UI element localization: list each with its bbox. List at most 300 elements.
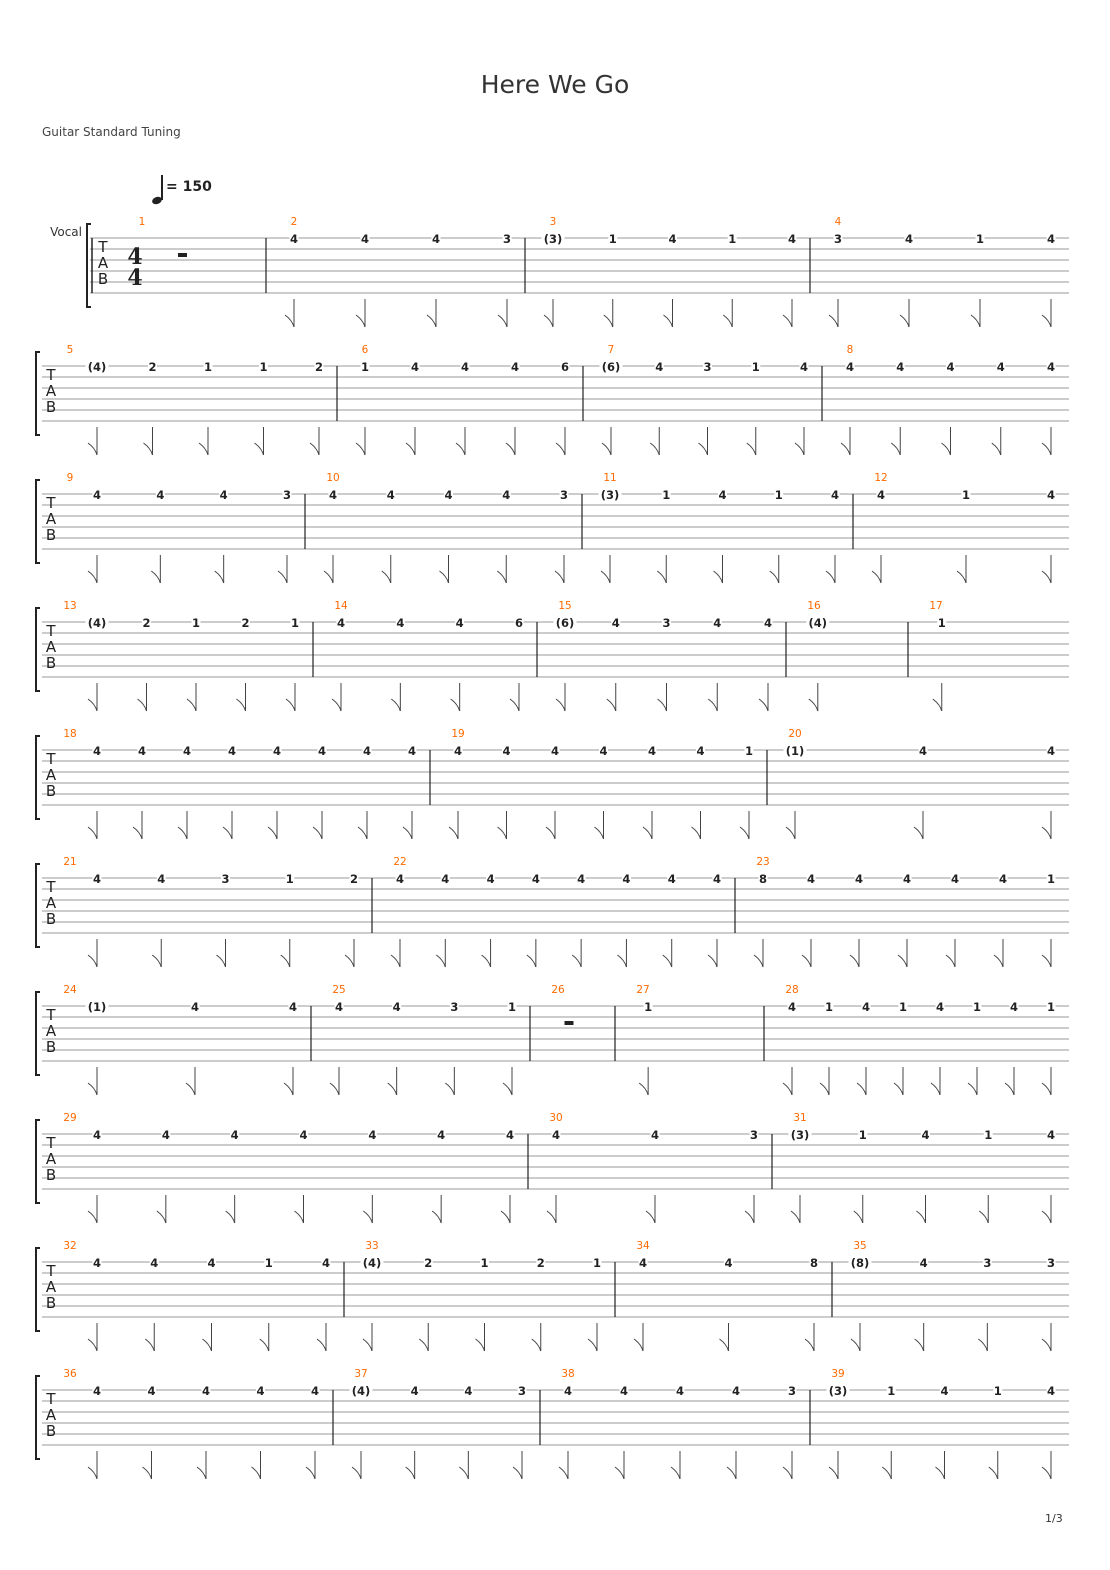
note-flag xyxy=(88,699,97,711)
measure-number: 39 xyxy=(831,1368,845,1380)
note-flag xyxy=(994,955,1003,967)
fret-number: 3 xyxy=(282,488,292,502)
fret-number: 4 xyxy=(763,616,773,630)
note-flag xyxy=(936,1467,945,1479)
note-flag xyxy=(187,699,196,711)
note-flag xyxy=(992,443,1001,455)
note-flag xyxy=(544,315,553,327)
note-flag xyxy=(527,955,536,967)
note-flag xyxy=(406,443,415,455)
tab-clef-letter: T xyxy=(46,750,56,768)
fret-number: 4 xyxy=(1046,1384,1056,1398)
fret-number: 4 xyxy=(998,872,1008,886)
tab-clef-letter: B xyxy=(97,270,109,288)
fret-number: 4 xyxy=(431,232,441,246)
tab-system xyxy=(36,472,1069,583)
fret-number: 4 xyxy=(655,360,664,374)
fret-number: 4 xyxy=(619,1384,629,1398)
fret-number: 1 xyxy=(774,488,783,502)
system-bracket xyxy=(36,864,40,947)
tab-system xyxy=(50,216,1069,327)
note-flag xyxy=(1042,955,1051,967)
note-flag xyxy=(546,827,555,839)
note-flag xyxy=(157,1211,166,1223)
fret-number: (4) xyxy=(351,1384,371,1398)
note-flag xyxy=(476,1339,485,1351)
note-flag xyxy=(451,699,460,711)
fret-number: 4 xyxy=(940,1384,949,1398)
fret-number: 4 xyxy=(190,1000,200,1014)
fret-number: 1 xyxy=(858,1128,867,1142)
note-flag xyxy=(445,1083,454,1095)
note-flag xyxy=(501,1211,510,1223)
fret-number: 4 xyxy=(713,616,722,630)
note-flag xyxy=(88,1083,97,1095)
note-flag xyxy=(978,1339,987,1351)
fret-number: 3 xyxy=(559,488,569,502)
fret-number: 3 xyxy=(450,1000,459,1014)
fret-number: 2 xyxy=(536,1256,545,1270)
fret-number: 4 xyxy=(334,1000,344,1014)
note-flag xyxy=(1042,443,1051,455)
note-flag xyxy=(602,443,611,455)
measure-number: 3 xyxy=(549,216,557,228)
note-flag xyxy=(664,315,673,327)
fret-number: 3 xyxy=(1046,1256,1056,1270)
fret-number: 3 xyxy=(833,232,843,246)
note-flag xyxy=(555,571,564,583)
fret-number: 4 xyxy=(137,744,147,758)
tab-clef-letter: T xyxy=(46,1262,56,1280)
fret-number: 1 xyxy=(507,1000,517,1014)
note-flag xyxy=(851,1339,860,1351)
fret-number: 4 xyxy=(410,360,420,374)
fret-number: 4 xyxy=(92,1384,102,1398)
measure-number: 9 xyxy=(66,472,74,484)
tab-clef-letter: A xyxy=(45,894,57,912)
note-flag xyxy=(786,827,795,839)
note-flag xyxy=(449,827,458,839)
note-flag xyxy=(820,1083,829,1095)
note-flag xyxy=(615,1467,624,1479)
measure-number: 26 xyxy=(551,984,565,996)
note-flag xyxy=(391,955,400,967)
note-flag xyxy=(332,699,341,711)
note-flag xyxy=(898,955,907,967)
fret-number: 1 xyxy=(961,488,971,502)
fret-number: (3) xyxy=(543,232,563,246)
note-flag xyxy=(237,699,246,711)
measure-number: 1 xyxy=(138,216,146,228)
measure-number: 5 xyxy=(66,344,74,356)
note-flag xyxy=(692,827,701,839)
fret-number: 1 xyxy=(264,1256,273,1270)
note-flag xyxy=(556,443,565,455)
fret-number: 4 xyxy=(386,488,395,502)
fret-number: 6 xyxy=(514,616,524,630)
note-flag xyxy=(145,1339,154,1351)
fret-number: 2 xyxy=(241,616,250,630)
tab-clef-letter: T xyxy=(46,622,56,640)
note-flag xyxy=(358,827,367,839)
system-bracket xyxy=(36,1248,40,1331)
note-flag xyxy=(138,699,147,711)
fret-number: 4 xyxy=(1009,1000,1019,1014)
score-title: Here We Go xyxy=(480,70,630,99)
note-flag xyxy=(754,955,763,967)
fret-number: 1 xyxy=(824,1000,834,1014)
fret-number: 4 xyxy=(92,1128,102,1142)
fret-number: 4 xyxy=(650,1128,660,1142)
fret-number: 4 xyxy=(1046,488,1056,502)
fret-number: 4 xyxy=(861,1000,871,1014)
fret-number: 4 xyxy=(150,1256,159,1270)
note-flag xyxy=(510,699,519,711)
note-flag xyxy=(432,1211,441,1223)
fret-number: 4 xyxy=(718,488,727,502)
measure-number: 36 xyxy=(63,1368,77,1380)
tab-clef-letter: B xyxy=(45,398,57,416)
note-flag xyxy=(971,315,980,327)
fret-number: 4 xyxy=(336,616,346,630)
note-flag xyxy=(829,1467,838,1479)
measure-number: 30 xyxy=(549,1112,563,1124)
tab-clef-letter: A xyxy=(97,254,109,272)
note-flag xyxy=(914,827,923,839)
note-flag xyxy=(199,443,208,455)
note-flag xyxy=(783,1083,792,1095)
note-flag xyxy=(506,443,515,455)
fret-number: 1 xyxy=(972,1000,982,1014)
note-flag xyxy=(841,443,850,455)
tab-clef-letter: A xyxy=(45,1278,57,1296)
note-flag xyxy=(352,1467,361,1479)
fret-number: 2 xyxy=(314,360,324,374)
fret-number: 1 xyxy=(259,360,268,374)
note-flag xyxy=(759,699,768,711)
measure-number: 13 xyxy=(63,600,77,612)
measure-number: 10 xyxy=(326,472,340,484)
note-flag xyxy=(915,1339,924,1351)
note-flag xyxy=(497,571,506,583)
note-flag xyxy=(826,571,835,583)
fret-number: 4 xyxy=(317,744,327,758)
note-flag xyxy=(933,699,942,711)
note-flag xyxy=(727,1467,736,1479)
measure-number: 14 xyxy=(334,600,348,612)
note-flag xyxy=(968,1083,977,1095)
note-flag xyxy=(601,571,610,583)
tab-clef-letter: B xyxy=(45,1166,57,1184)
fret-number: 4 xyxy=(830,488,840,502)
tab-clef-letter: T xyxy=(46,366,56,384)
note-flag xyxy=(658,699,667,711)
fret-number: 4 xyxy=(182,744,192,758)
note-flag xyxy=(284,1083,293,1095)
note-flag xyxy=(708,955,717,967)
fret-number: 1 xyxy=(285,872,294,886)
note-flag xyxy=(872,571,881,583)
fret-number: 1 xyxy=(592,1256,602,1270)
note-flag xyxy=(223,827,232,839)
note-flag xyxy=(286,699,295,711)
note-flag xyxy=(151,571,160,583)
fret-number: 4 xyxy=(410,1384,419,1398)
note-flag xyxy=(356,315,365,327)
note-flag xyxy=(306,1467,315,1479)
fret-number: 4 xyxy=(638,1256,648,1270)
note-flag xyxy=(979,1211,988,1223)
fret-number: 1 xyxy=(993,1384,1002,1398)
note-flag xyxy=(699,443,708,455)
note-flag xyxy=(791,1211,800,1223)
note-flag xyxy=(88,571,97,583)
fret-number: 4 xyxy=(256,1384,265,1398)
note-flag xyxy=(88,827,97,839)
note-flag xyxy=(643,827,652,839)
note-flag xyxy=(1042,1211,1051,1223)
measure-number: 6 xyxy=(361,344,369,356)
note-flag xyxy=(317,1339,326,1351)
note-flag xyxy=(197,1467,206,1479)
fret-number: 4 xyxy=(787,232,797,246)
note-flag xyxy=(1042,1467,1051,1479)
fret-number: 4 xyxy=(156,488,165,502)
fret-number: 4 xyxy=(876,488,886,502)
note-flag xyxy=(556,699,565,711)
fret-number: 4 xyxy=(230,1128,239,1142)
fret-number: 3 xyxy=(502,232,512,246)
fret-number: 1 xyxy=(744,744,754,758)
note-flag xyxy=(802,955,811,967)
fret-number: 1 xyxy=(751,360,760,374)
measure-number: 4 xyxy=(834,216,842,228)
system-bracket xyxy=(36,1376,40,1459)
note-flag xyxy=(330,1083,339,1095)
fret-number: 1 xyxy=(191,616,201,630)
fret-number: 4 xyxy=(310,1384,320,1398)
fret-number: (4) xyxy=(362,1256,382,1270)
note-flag xyxy=(88,955,97,967)
note-flag xyxy=(436,955,445,967)
fret-number: 4 xyxy=(157,872,166,886)
fret-number: 4 xyxy=(328,488,338,502)
note-flag xyxy=(152,955,161,967)
fret-number: 4 xyxy=(441,872,450,886)
fret-number: (3) xyxy=(600,488,620,502)
fret-number: 1 xyxy=(975,232,985,246)
fret-number: 4 xyxy=(799,360,809,374)
fret-number: 4 xyxy=(1046,232,1056,246)
fret-number: 1 xyxy=(360,360,370,374)
fret-number: 4 xyxy=(787,1000,797,1014)
fret-number: 4 xyxy=(396,616,405,630)
note-flag xyxy=(498,827,507,839)
fret-number: 4 xyxy=(904,232,914,246)
note-flag xyxy=(671,1467,680,1479)
fret-number: 4 xyxy=(92,872,102,886)
note-flag xyxy=(900,315,909,327)
fret-number: 4 xyxy=(92,488,102,502)
tab-clef-letter: A xyxy=(45,1406,57,1424)
tuning-label: Guitar Standard Tuning xyxy=(42,125,181,139)
note-flag xyxy=(503,1083,512,1095)
system-bracket xyxy=(36,1120,40,1203)
note-flag xyxy=(663,955,672,967)
tab-system xyxy=(36,344,1069,455)
fret-number: 4 xyxy=(502,744,511,758)
fret-number: 3 xyxy=(662,616,671,630)
note-flag xyxy=(809,699,818,711)
note-flag xyxy=(313,827,322,839)
note-flag xyxy=(607,699,616,711)
system-bracket xyxy=(36,352,40,435)
fret-number: 4 xyxy=(464,1384,473,1398)
fret-number: 8 xyxy=(809,1256,819,1270)
tab-system xyxy=(36,728,1069,839)
note-flag xyxy=(1042,571,1051,583)
measure-number: 18 xyxy=(63,728,77,740)
measure-number: 37 xyxy=(354,1368,368,1380)
fret-number: 4 xyxy=(201,1384,211,1398)
note-flag xyxy=(88,443,97,455)
fret-number: 4 xyxy=(455,616,464,630)
fret-number: 1 xyxy=(898,1000,908,1014)
tab-clef-letter: B xyxy=(45,1294,57,1312)
fret-number: 4 xyxy=(696,744,705,758)
fret-number: 4 xyxy=(622,872,631,886)
measure-number: 15 xyxy=(558,600,572,612)
fret-number: 4 xyxy=(563,1384,573,1398)
note-flag xyxy=(1042,1083,1051,1095)
note-flag xyxy=(740,827,749,839)
tab-clef-letter: A xyxy=(45,638,57,656)
tab-clef-letter: T xyxy=(46,1134,56,1152)
note-flag xyxy=(363,1339,372,1351)
fret-number: 4 xyxy=(272,744,282,758)
fret-number: 1 xyxy=(644,1000,653,1014)
measure-number: 29 xyxy=(63,1112,77,1124)
fret-number: 2 xyxy=(349,872,359,886)
note-flag xyxy=(588,1339,597,1351)
fret-number: 4 xyxy=(453,744,463,758)
rest-icon xyxy=(178,253,187,257)
fret-number: 4 xyxy=(996,360,1005,374)
note-flag xyxy=(143,1467,152,1479)
note-flag xyxy=(144,443,153,455)
fret-number: 4 xyxy=(935,1000,945,1014)
fret-number: 4 xyxy=(531,872,540,886)
measure-number: 17 xyxy=(929,600,943,612)
note-flag xyxy=(226,1211,235,1223)
fret-number: 4 xyxy=(577,872,586,886)
measure-number: 38 xyxy=(561,1368,575,1380)
time-signature-bottom: 4 xyxy=(127,265,143,291)
measure-number: 28 xyxy=(785,984,799,996)
note-flag xyxy=(498,315,507,327)
tab-clef-letter: A xyxy=(45,1150,57,1168)
fret-number: 4 xyxy=(1046,744,1056,758)
measure-number: 23 xyxy=(756,856,770,868)
note-flag xyxy=(215,571,224,583)
fret-number: 4 xyxy=(675,1384,685,1398)
system-bracket xyxy=(36,992,40,1075)
note-flag xyxy=(795,443,804,455)
note-flag xyxy=(285,315,294,327)
tab-clef-letter: B xyxy=(45,1422,57,1440)
measure-number: 2 xyxy=(290,216,298,228)
note-flag xyxy=(1042,1339,1051,1351)
fret-number: 4 xyxy=(362,744,372,758)
note-flag xyxy=(957,571,966,583)
fret-number: 4 xyxy=(854,872,864,886)
note-flag xyxy=(456,443,465,455)
tempo-value: = 150 xyxy=(166,179,212,195)
fret-number: 4 xyxy=(437,1128,446,1142)
fret-number: 4 xyxy=(667,872,676,886)
note-flag xyxy=(894,1083,903,1095)
note-flag xyxy=(850,955,859,967)
tab-clef-letter: A xyxy=(45,766,57,784)
fret-number: 4 xyxy=(724,1256,733,1270)
note-flag xyxy=(88,1211,97,1223)
fret-number: 4 xyxy=(551,1128,561,1142)
note-flag xyxy=(617,955,626,967)
note-flag xyxy=(1042,827,1051,839)
note-flag xyxy=(310,443,319,455)
fret-number: 2 xyxy=(424,1256,433,1270)
tab-clef-letter: A xyxy=(45,382,57,400)
note-flag xyxy=(634,1339,643,1351)
note-flag xyxy=(324,571,333,583)
fret-number: 4 xyxy=(460,360,470,374)
note-flag xyxy=(203,1339,212,1351)
note-flag xyxy=(406,1467,415,1479)
fret-number: 4 xyxy=(731,1384,741,1398)
fret-number: 4 xyxy=(921,1128,930,1142)
note-flag xyxy=(770,571,779,583)
fret-number: 3 xyxy=(517,1384,527,1398)
note-flag xyxy=(178,827,187,839)
fret-number: (4) xyxy=(87,360,107,374)
tab-clef-letter: T xyxy=(46,1390,56,1408)
fret-number: 1 xyxy=(1046,872,1056,886)
fret-number: 4 xyxy=(918,744,928,758)
note-flag xyxy=(295,1211,304,1223)
note-flag xyxy=(513,1467,522,1479)
note-flag xyxy=(382,571,391,583)
tab-clef-letter: A xyxy=(45,510,57,528)
measure-number: 7 xyxy=(607,344,615,356)
fret-number: 4 xyxy=(950,872,960,886)
fret-number: 1 xyxy=(887,1384,896,1398)
fret-number: 4 xyxy=(161,1128,170,1142)
fret-number: 4 xyxy=(392,1000,401,1014)
tab-system xyxy=(36,1368,1069,1479)
note-flag xyxy=(345,955,354,967)
fret-number: 4 xyxy=(321,1256,331,1270)
note-flag xyxy=(572,955,581,967)
tab-system xyxy=(36,856,1069,967)
system-bracket xyxy=(87,224,91,307)
note-flag xyxy=(388,1083,397,1095)
note-flag xyxy=(805,1339,814,1351)
note-flag xyxy=(255,443,264,455)
measure-number: 22 xyxy=(393,856,407,868)
tab-clef-letter: T xyxy=(46,494,56,512)
fret-number: 8 xyxy=(758,872,768,886)
tab-clef-letter: B xyxy=(45,910,57,928)
